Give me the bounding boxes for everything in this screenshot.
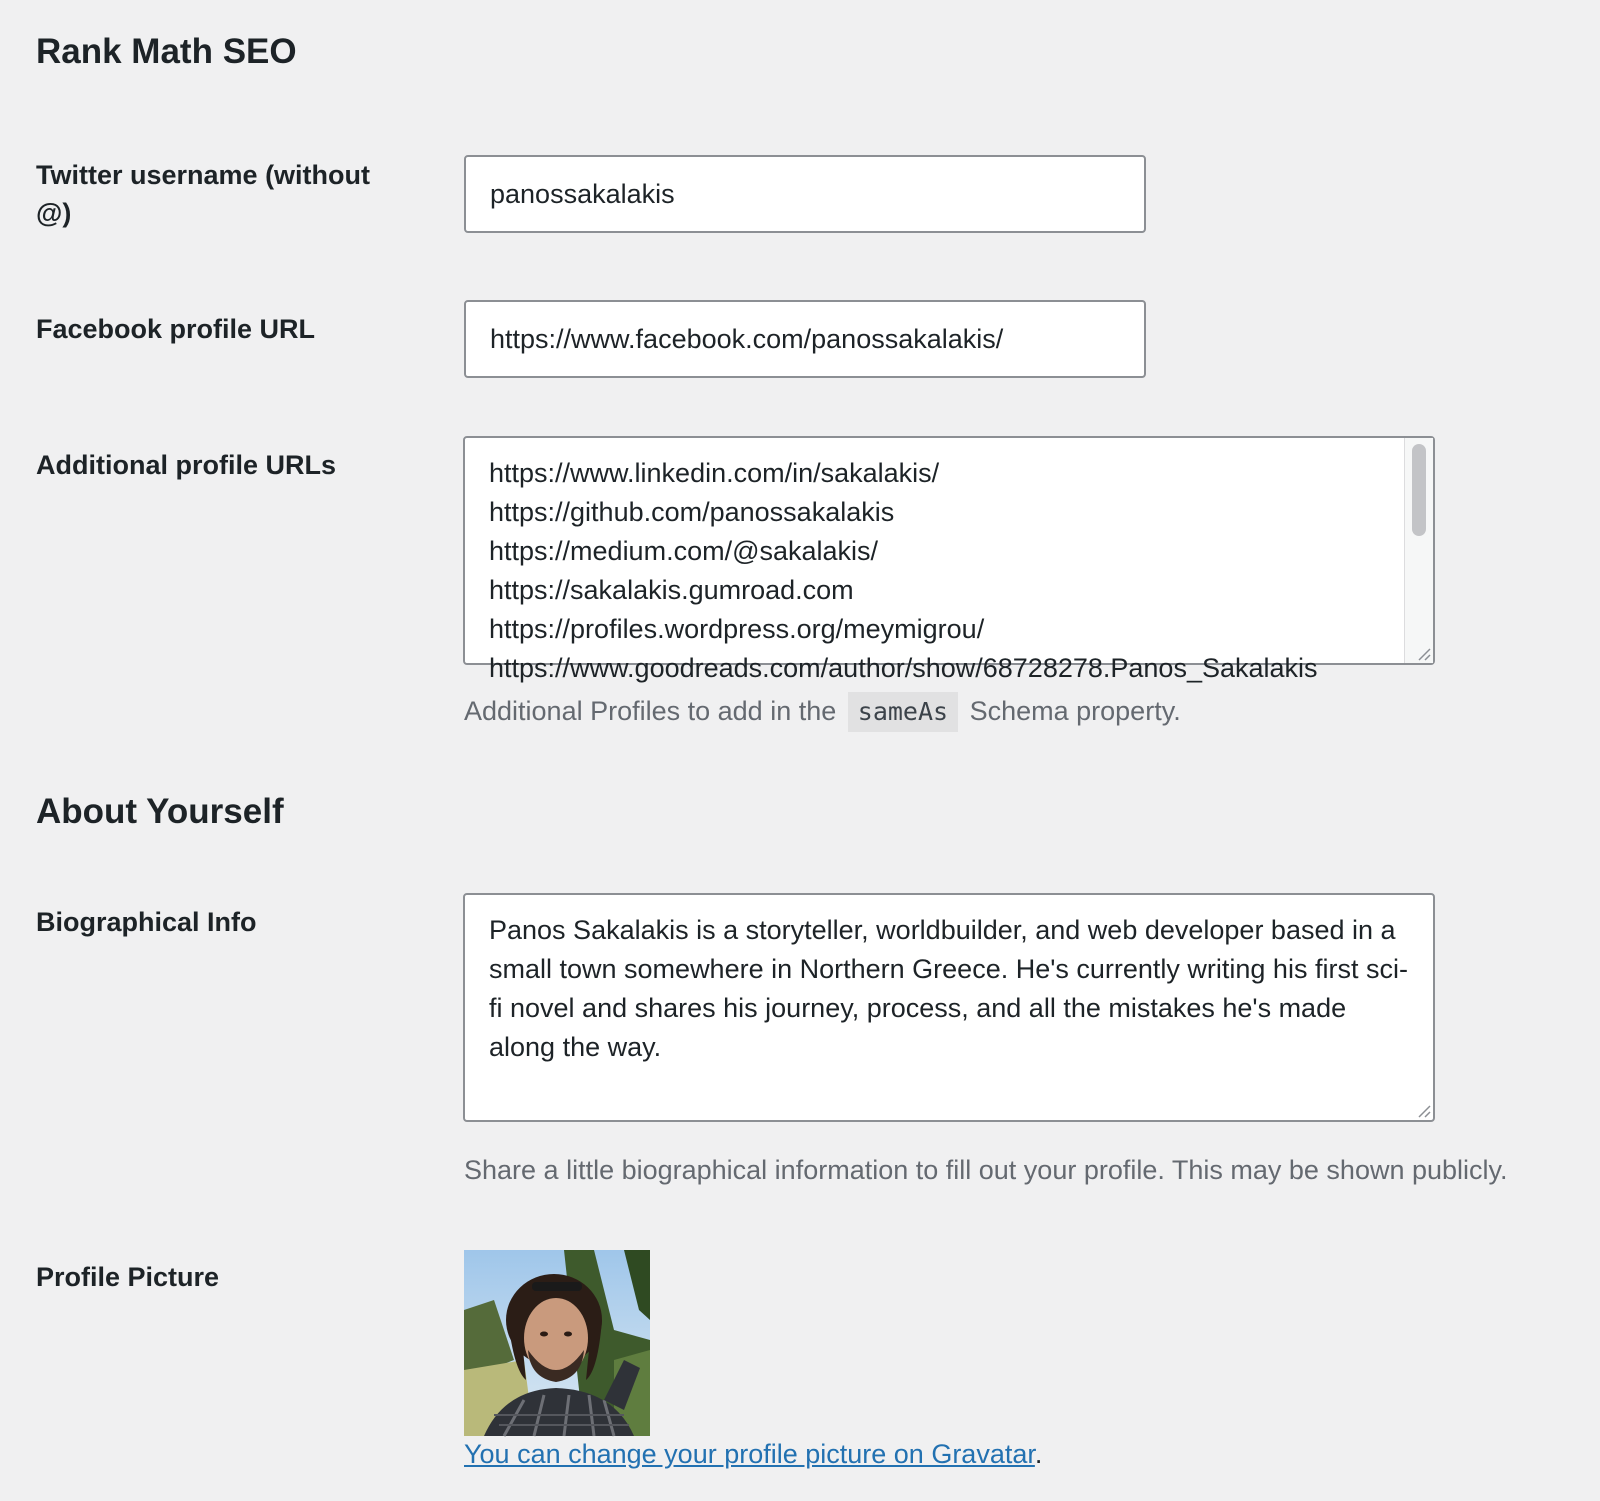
scrollbar-thumb[interactable] xyxy=(1412,444,1426,536)
resize-handle-icon[interactable] xyxy=(1415,645,1431,661)
gravatar-link[interactable]: You can change your profile picture on Gravatar xyxy=(464,1439,1035,1469)
additional-profile-urls-label: Additional profile URLs xyxy=(36,450,336,480)
facebook-url-input[interactable] xyxy=(464,300,1146,378)
biographical-info-textarea[interactable] xyxy=(463,893,1435,1122)
sameas-code: sameAs xyxy=(848,692,958,732)
biographical-info-text: Panos Sakalakis is a storyteller, worldbuilder, and web developer based in a small town somewhere in Northern Greece. He's currently writing his first sci-fi novel and shares his journey, process, and all the mistakes he's made along the way. xyxy=(489,915,1408,1062)
facebook-url-label: Facebook profile URL xyxy=(36,314,316,344)
biographical-info-description: Share a little biographical information to fill out your profile. This may be shown publicly. xyxy=(464,1155,1508,1185)
textarea-scrollbar[interactable] xyxy=(1404,438,1433,663)
resize-handle-icon[interactable] xyxy=(1415,1102,1431,1118)
profile-url-line: https://github.com/panossakalakis xyxy=(489,497,895,527)
biographical-info-label: Biographical Info xyxy=(36,907,257,937)
additional-profile-urls-textarea[interactable] xyxy=(463,436,1435,683)
profile-url-line: https://www.linkedin.com/in/sakalakis/ xyxy=(489,458,940,488)
additional-profile-urls-list xyxy=(489,454,1393,688)
twitter-username-input[interactable] xyxy=(464,155,1146,233)
description-text-after: Schema property. xyxy=(969,696,1181,726)
profile-photo-image xyxy=(464,1250,650,1436)
gravatar-note xyxy=(464,1435,1042,1473)
profile-url-line: https://profiles.wordpress.org/meymigrou/ xyxy=(489,614,985,644)
profile-url-line: https://medium.com/@sakalakis/ xyxy=(489,536,879,566)
profile-picture-label: Profile Picture xyxy=(36,1262,220,1292)
description-text-before: Additional Profiles to add in the xyxy=(464,696,837,726)
avatar xyxy=(464,1250,650,1436)
profile-url-line: https://www.goodreads.com/author/show/68728278.Panos_Sakalakis xyxy=(489,653,1318,683)
gravatar-link-suffix: . xyxy=(1034,1439,1043,1469)
section-title-rank-math: Rank Math SEO xyxy=(36,32,297,71)
additional-profiles-description xyxy=(464,692,1181,732)
twitter-username-label: Twitter username (without @) xyxy=(36,160,371,228)
profile-url-line: https://sakalakis.gumroad.com xyxy=(489,575,854,605)
section-title-about-yourself: About Yourself xyxy=(36,792,284,831)
